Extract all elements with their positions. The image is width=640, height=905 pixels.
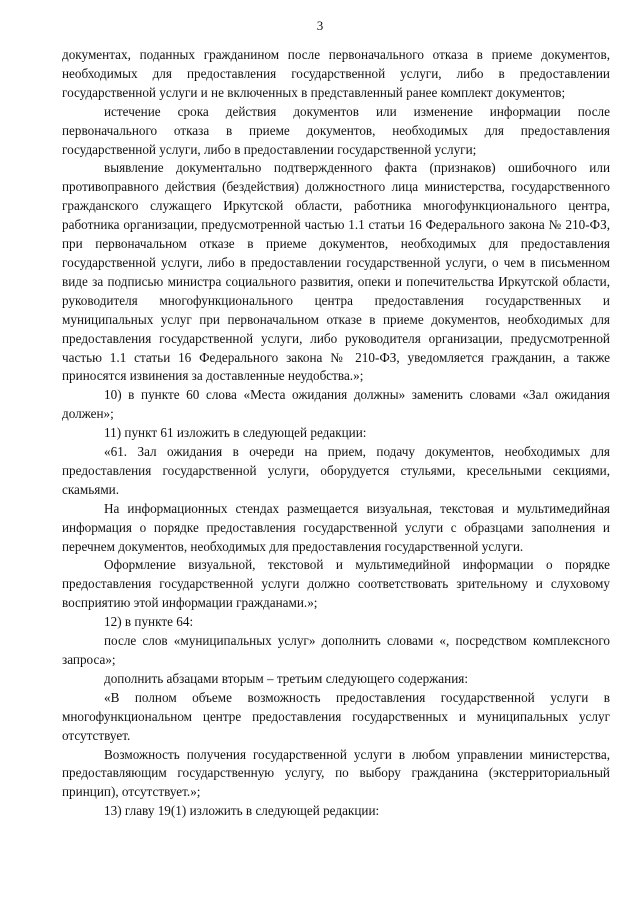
paragraph: Оформление визуальной, текстовой и мультимедийной информации о порядке предоставления государственной услуги должно соответствовать зрительному и слуховому восприятию этой информации гражданами.»;	[62, 557, 610, 611]
paragraph: «В полном объеме возможность предоставления государственной услуги в многофункциональном центре предоставления государственных и муниципальных услуг отсутствует.	[62, 689, 610, 743]
paragraph: дополнить абзацами вторым – третьим следующего содержания:	[104, 670, 468, 686]
paragraph: истечение срока действия документов или изменение информации после первоначального отказа в приеме документов, необходимых для предоставления государственной услуги, либо в предоставлении государственной услуги;	[62, 103, 610, 157]
paragraph: документах, поданных гражданином после первоначального отказа в приеме документов, необходимых для предоставления государственной услуги, либо в предоставлении государственной услуги и не включенных в представленный ранее комплект документов;	[62, 47, 610, 100]
paragraph: 10) в пункте 60 слова «Места ожидания должны» заменить словами «Зал ожидания должен»;	[62, 387, 610, 422]
paragraph: 11) пункт 61 изложить в следующей редакции:	[104, 425, 367, 441]
page-number: 3	[316, 18, 324, 33]
paragraph: Возможность получения государственной услуги в любом управлении министерства, предоставляющим государственную услугу, по выбору гражданина (экстерриториальный принцип), отсутствует.»;	[62, 746, 610, 800]
paragraph: 13) главу 19(1) изложить в следующей редакции:	[104, 803, 380, 819]
document-body	[62, 46, 610, 821]
paragraph: «61. Зал ожидания в очереди на прием, подачу документов, необходимых для предоставления государственной услуги, оборудуется стульями, кресельными секциями, скамьями.	[62, 444, 610, 497]
paragraph: 12) в пункте 64:	[104, 614, 194, 630]
paragraph: На информационных стендах размещается визуальная, текстовая и мультимедийная информация о порядке предоставления государственной услуги с образцами заполнения и перечнем документов, необходимых для предоставления государственной услуги.	[62, 500, 610, 554]
paragraph: выявление документально подтвержденного факта (признаков) ошибочного или противоправного действия (бездействия) должностного лица министерства, государственного гражданского служащего Иркутской области, работника многофункционального центра, работника организации, предусмотренной частью 1.1 статьи 16 Федерального закона № 210-ФЗ, при первоначальном отказе в приеме документов, необходимых для предоставления государственной услуги, либо в предоставлении государственной услуги, о чем в письменном виде за подписью министра социального развития, опеки и попечительства Иркутской области, руководителя многофункционального центра предоставления государственных и муниципальных услуг при первоначальном отказе в приеме документов, необходимых для предоставления государственной услуги, либо руководителя организации, предусмотренной частью 1.1 статьи 16 Федерального закона № 210-ФЗ, уведомляется гражданин, а также приносятся извинения за доставленные неудобства.»;	[62, 160, 610, 384]
paragraph: после слов «муниципальных услуг» дополнить словами «, посредством комплексного запроса»;	[62, 633, 610, 667]
